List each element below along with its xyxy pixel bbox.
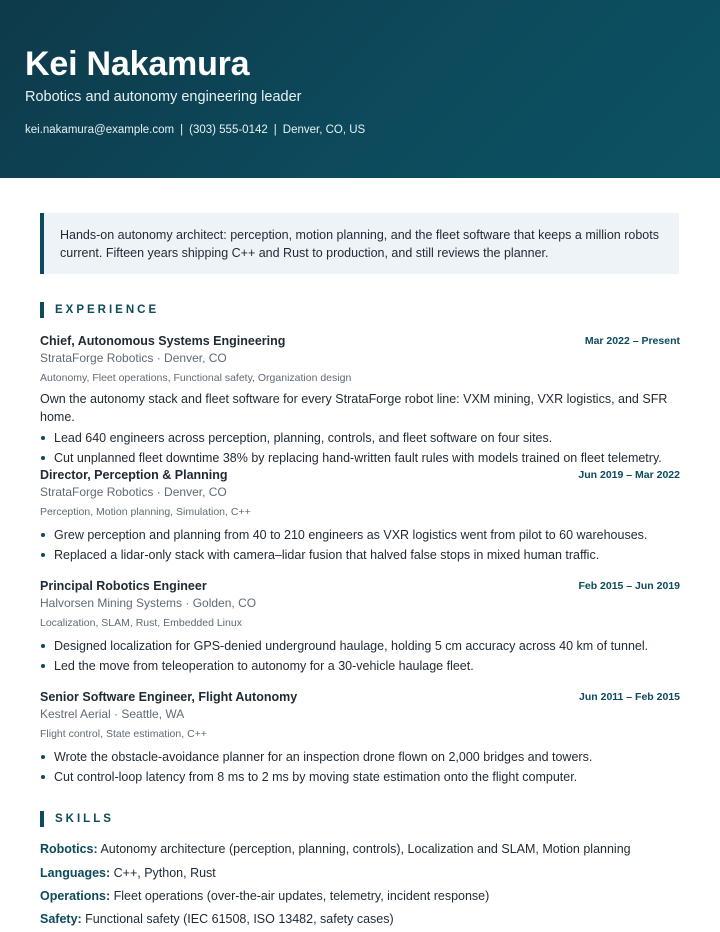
skill-label: Robotics:	[40, 842, 98, 856]
experience-heading: EXPERIENCE	[40, 302, 159, 318]
job-dates: Mar 2022 – Present	[584, 335, 680, 347]
contact-phone[interactable]: (303) 555-0142	[189, 124, 268, 136]
job-header	[40, 688, 680, 706]
bullet-dot	[41, 553, 45, 557]
bullet-dot	[41, 755, 45, 759]
job-bullets	[40, 429, 680, 467]
job-tags: Localization, SLAM, Rust, Embedded Linux	[40, 617, 242, 629]
contact-location: Denver, CO, US	[282, 124, 366, 136]
job-bullet-text: Grew perception and planning from 40 to 210 engineers as VXR logistics went from pilot to 60 warehouses.	[54, 528, 648, 542]
job-bullets	[40, 748, 680, 786]
summary-callout: Hands-on autonomy architect: perception, motion planning, and the fleet software that keeps a million robots current. Fifteen years shipping C++ and Rust to production, and still reviews the planner.	[40, 213, 679, 274]
contact-separator: |	[180, 124, 184, 136]
job-entry	[40, 332, 680, 469]
contact-line	[25, 122, 365, 138]
job-bullet-text: Wrote the obstacle-avoidance planner for an inspection drone flown on 2,000 bridges and towers.	[54, 750, 593, 764]
job-bullet	[40, 449, 680, 467]
skill-label: Safety:	[40, 912, 82, 926]
resume-header	[0, 0, 720, 178]
skill-row	[40, 910, 394, 928]
job-bullet	[40, 768, 680, 786]
job-description: Own the autonomy stack and fleet software for every StrataForge robot line: VXM mining, VXR logistics, and SFR home.	[40, 392, 668, 424]
job-bullet-text: Replaced a lidar-only stack with camera–lidar fusion that halved false stops in mixed human traffic.	[54, 548, 600, 562]
job-header	[40, 466, 680, 484]
skill-value: Autonomy architecture (perception, planning, controls), Localization and SLAM, Motion planning	[100, 842, 631, 856]
job-bullet-text: Cut control-loop latency from 8 ms to 2 ms by moving state estimation onto the flight computer.	[54, 770, 578, 784]
job-bullet	[40, 526, 680, 544]
job-bullet	[40, 429, 680, 447]
bullet-dot	[41, 436, 45, 440]
bullet-dot	[41, 664, 45, 668]
job-entry	[40, 688, 680, 788]
skills-heading: SKILLS	[40, 811, 114, 827]
job-tags: Flight control, State estimation, C++	[40, 728, 207, 740]
skill-value: Fleet operations (over-the-air updates, telemetry, incident response)	[113, 889, 490, 903]
job-company: Halvorsen Mining Systems · Golden, CO	[40, 596, 257, 610]
job-bullets	[40, 526, 680, 564]
job-entry	[40, 466, 680, 566]
job-entry	[40, 577, 680, 677]
job-bullet	[40, 546, 680, 564]
job-bullet-text: Lead 640 engineers across perception, planning, controls, and fleet software on four sites.	[54, 431, 553, 445]
job-dates: Jun 2019 – Mar 2022	[578, 469, 680, 481]
skill-row	[40, 887, 489, 905]
bullet-dot	[41, 775, 45, 779]
skill-row	[40, 840, 631, 858]
job-bullet-text: Designed localization for GPS-denied underground haulage, holding 5 cm accuracy across 40 km of tunnel.	[54, 639, 649, 653]
job-role: Director, Perception & Planning	[40, 468, 228, 482]
job-role: Senior Software Engineer, Flight Autonomy	[40, 690, 298, 704]
skill-label: Languages:	[40, 866, 111, 880]
contact-separator: |	[273, 124, 277, 136]
job-dates: Jun 2011 – Feb 2015	[579, 691, 680, 703]
job-bullet	[40, 657, 680, 675]
skill-value: Functional safety (IEC 61508, ISO 13482, safety cases)	[85, 912, 394, 926]
job-header	[40, 577, 680, 595]
bullet-dot	[41, 533, 45, 537]
job-dates: Feb 2015 – Jun 2019	[578, 580, 680, 592]
job-company: StrataForge Robotics · Denver, CO	[40, 351, 227, 365]
job-bullet	[40, 748, 680, 766]
candidate-title: Robotics and autonomy engineering leader	[25, 89, 302, 105]
job-header	[40, 332, 680, 350]
job-tags: Autonomy, Fleet operations, Functional safety, Organization design	[40, 372, 352, 384]
job-company: StrataForge Robotics · Denver, CO	[40, 485, 227, 499]
job-bullet-text: Led the move from teleoperation to autonomy for a 30-vehicle haulage fleet.	[54, 659, 474, 673]
contact-email[interactable]: kei.nakamura@example.com	[25, 124, 175, 136]
job-bullet-text: Cut unplanned fleet downtime 38% by replacing hand-written fault rules with models trained on fleet telemetry.	[54, 451, 662, 465]
bullet-dot	[41, 456, 45, 460]
skill-label: Operations:	[40, 889, 111, 903]
job-company: Kestrel Aerial · Seattle, WA	[40, 707, 185, 721]
skill-value: C++, Python, Rust	[113, 866, 216, 880]
job-bullet	[40, 637, 680, 655]
job-bullets	[40, 637, 680, 675]
job-role: Chief, Autonomous Systems Engineering	[40, 334, 286, 348]
bullet-dot	[41, 644, 45, 648]
job-role: Principal Robotics Engineer	[40, 579, 207, 593]
job-tags: Perception, Motion planning, Simulation, C++	[40, 506, 251, 518]
candidate-name: Kei Nakamura	[25, 45, 250, 83]
skill-row	[40, 864, 216, 882]
